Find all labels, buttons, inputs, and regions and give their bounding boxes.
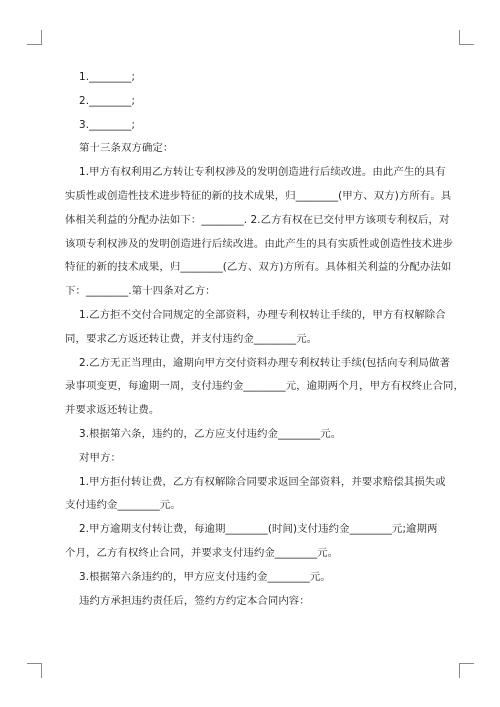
crop-mark-bottom-left bbox=[27, 663, 42, 678]
text-line: 该项专利权涉及的发明创造进行后续改进。由此产生的具有实质性或创造性技术进步 bbox=[65, 237, 454, 250]
text-line: 1.乙方拒不交付合同规定的全部资料，办理专利权转让手续的，甲方有权解除合 bbox=[79, 308, 446, 321]
text-line: 3.根据第六条违约的，甲方应支付违约金________元。 bbox=[79, 570, 331, 583]
text-line: 个月，乙方有权终止合同，并要求支付违约金________元。 bbox=[65, 546, 339, 559]
text-line: 同，要求乙方返还转让费，并支付违约金________元。 bbox=[65, 332, 318, 345]
text-line: 1.甲方有权利用乙方转让专利权涉及的发明创造进行后续改进。由此产生的具有 bbox=[79, 166, 446, 179]
text-line: 违约方承担违约责任后，签约方约定本合同内容： bbox=[79, 594, 310, 607]
text-line: 1.________; bbox=[79, 71, 136, 83]
text-line: 2.乙方无正当理由，逾期向甲方交付资料办理专利权转让手续(包括向专利局做著 bbox=[79, 356, 450, 369]
text-line: 体相关利益的分配办法如下：________. 2.乙方有权在已交付甲方该项专利权后，对 bbox=[65, 213, 450, 226]
text-line: 实质性或创造性技术进步特征的新的技术成果，归________(甲方、双方)方所有。具 bbox=[65, 189, 452, 202]
crop-mark-top-right bbox=[459, 30, 474, 45]
document-body bbox=[65, 66, 465, 613]
text-line: 3.根据第六条，违约的，乙方应支付违约金________元。 bbox=[79, 427, 342, 440]
text-line: 特征的新的技术成果，归________(乙方、双方)方所有。具体相关利益的分配办法如 bbox=[65, 261, 452, 274]
crop-mark-bottom-right bbox=[459, 663, 474, 678]
text-line: 3.________; bbox=[79, 118, 136, 131]
crop-mark-top-left bbox=[27, 30, 42, 45]
text-line: 录事项变更，每逾期一周，支付违约金________元，逾期两个月，甲方有权终止合同， bbox=[65, 380, 465, 393]
text-line: 1.甲方拒付转让费，乙方有权解除合同要求返回全部资料，并要求赔偿其损失或 bbox=[79, 475, 446, 488]
text-line: 对甲方： bbox=[79, 451, 121, 464]
text-line: 2.甲方逾期支付转让费，每逾期________(时间)支付违约金________元;逾期两 bbox=[79, 523, 438, 536]
text-line: 2.________; bbox=[79, 94, 136, 107]
text-line: 第十三条双方确定： bbox=[79, 142, 174, 155]
text-line: 并要求返还转让费。 bbox=[65, 404, 160, 417]
text-line: 支付违约金________元。 bbox=[65, 499, 181, 512]
text-line: 下：________.第十四条对乙方： bbox=[65, 285, 216, 298]
